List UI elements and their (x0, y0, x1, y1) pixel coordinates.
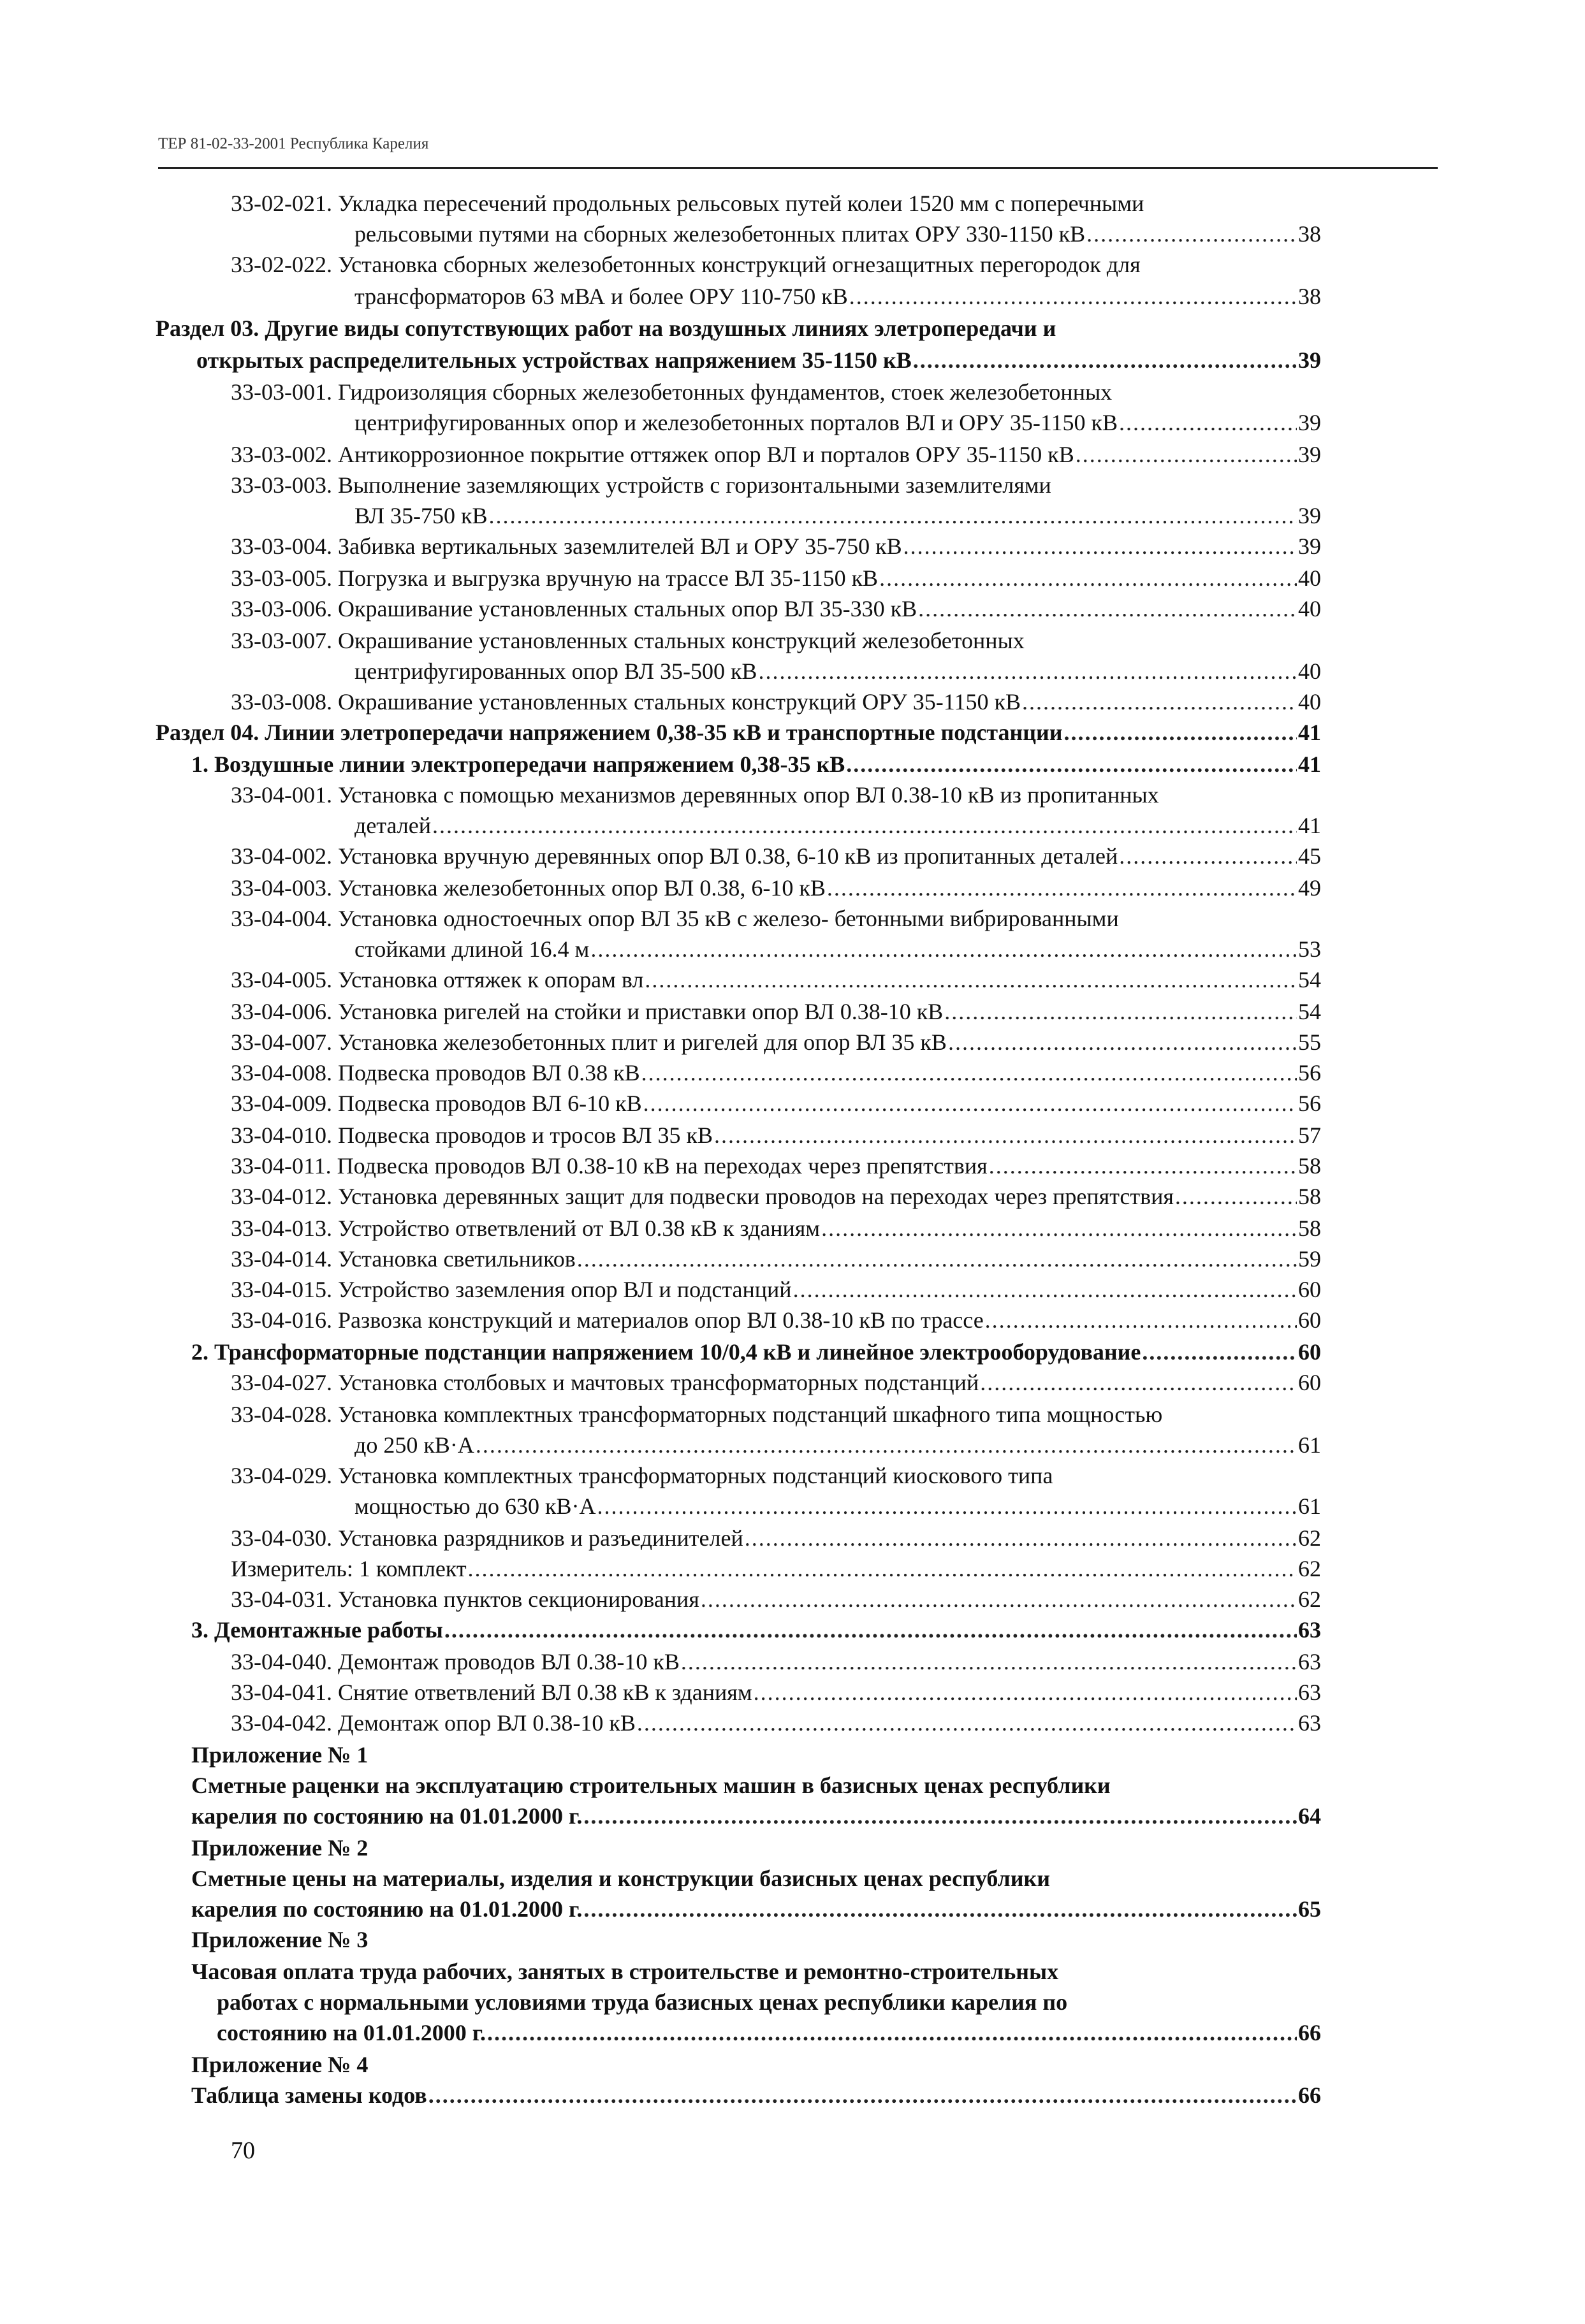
toc-entry: 33-03-002. Антикоррозионное покрытие оттяжек опор ВЛ и порталов ОРУ 35-1150 кВ ..... 39 (231, 440, 1321, 469)
toc-page-number: 39 (1298, 410, 1321, 435)
toc-line: 33-04-004. Установка одностоечных опор ВЛ 35 кВ с железо- бетонными вибрированными (231, 906, 1119, 931)
toc-line: 33-04-001. Установка с помощью механизмов деревянных опор ВЛ 0.38-10 кВ из пропитанных (231, 782, 1159, 808)
toc-page-number: 56 (1298, 1091, 1321, 1116)
toc-page-number: 40 (1298, 596, 1321, 621)
toc-page-number: 62 (1298, 1556, 1321, 1581)
toc-page-number: 61 (1298, 1493, 1321, 1519)
toc-entry: 33-04-042. Демонтаж опор ВЛ 0.38-10 кВ ..... 63 (231, 1708, 1321, 1738)
toc-line: 33-04-029. Установка комплектных трансформаторных подстанций киоскового типа (231, 1463, 1053, 1488)
toc-page-number: 60 (1298, 1307, 1321, 1333)
toc-entry: 33-04-002. Установка вручную деревянных опор ВЛ 0.38, 6-10 кВ из пропитанных деталей ..... 45 (231, 841, 1321, 871)
toc-page-number: 41 (1298, 752, 1321, 777)
toc-page-number: 40 (1298, 658, 1321, 684)
toc-page-number: 60 (1298, 1370, 1321, 1395)
toc-page-number: 65 (1298, 1896, 1321, 1922)
toc-entry: 33-04-003. Установка железобетонных опор ВЛ 0.38, 6-10 кВ ..... 49 (231, 873, 1321, 903)
appendix-entry: Таблица замены кодов ..... 66 (191, 2081, 1321, 2110)
toc-page-number: 45 (1298, 843, 1321, 869)
toc-entry: 33-04-040. Демонтаж проводов ВЛ 0.38-10 кВ ..... 63 (231, 1647, 1321, 1676)
toc-entry: 33-03-004. Забивка вертикальных заземлителей ВЛ и ОРУ 35-750 кВ ..... 39 (231, 532, 1321, 561)
appendix-entry: карелия по состоянию на 01.01.2000 г. ..... 64 (191, 1801, 1321, 1831)
toc-page-number: 66 (1298, 2082, 1321, 2108)
toc-page-number: 40 (1298, 565, 1321, 591)
appendix-heading: Приложение № 2 (191, 1835, 369, 1861)
appendix-entry: состоянию на 01.01.2000 г. ..... 66 (217, 2018, 1321, 2047)
toc-page-number: 63 (1298, 1649, 1321, 1674)
toc-entry: 33-04-011. Подвеска проводов ВЛ 0.38-10 кВ на переходах через препятствия ..... 58 (231, 1151, 1321, 1180)
appendix-entry: карелия по состоянию на 01.01.2000 г. ..... 65 (191, 1894, 1321, 1924)
toc-entry: 33-04-015. Устройство заземления опор ВЛ и подстанций ..... 60 (231, 1275, 1321, 1304)
toc-page-number: 56 (1298, 1060, 1321, 1086)
toc-page-number: 60 (1298, 1277, 1321, 1302)
toc-page-number: 63 (1298, 1680, 1321, 1705)
toc-entry: 33-04-009. Подвеска проводов ВЛ 6-10 кВ ..... 56 (231, 1089, 1321, 1118)
page-number: 70 (231, 2137, 255, 2164)
toc-entry: центрифугированных опор ВЛ 35-500 кВ ..... 40 (354, 657, 1321, 686)
toc-entry: 33-03-005. Погрузка и выгрузка вручную на трассе ВЛ 35-1150 кВ ..... 40 (231, 563, 1321, 593)
toc-line: 33-02-022. Установка сборных железобетонных конструкций огнезащитных перегородок для (231, 252, 1141, 277)
toc-entry: 33-04-010. Подвеска проводов и тросов ВЛ 35 кВ ..... 57 (231, 1121, 1321, 1150)
appendix-title: работах с нормальными условиями труда базисных ценах республики карелия по (217, 1989, 1068, 2015)
toc-page-number: 58 (1298, 1216, 1321, 1241)
toc-entry: 33-04-008. Подвеска проводов ВЛ 0.38 кВ ..... 56 (231, 1058, 1321, 1087)
toc-entry: стойками длиной 16.4 м ..... 53 (354, 934, 1321, 964)
toc-page-number: 38 (1298, 284, 1321, 309)
toc-page-number: 63 (1298, 1710, 1321, 1736)
toc-page-number: 62 (1298, 1587, 1321, 1612)
appendix-heading: Приложение № 3 (191, 1927, 369, 1952)
toc-entry: ВЛ 35-750 кВ ..... 39 (354, 501, 1321, 530)
toc-line: 33-03-007. Окрашивание установленных стальных конструкций железобетонных (231, 628, 1025, 653)
toc-entry: деталей ..... 41 (354, 811, 1321, 840)
toc-page-number: 58 (1298, 1153, 1321, 1179)
toc-entry: рельсовыми путями на сборных железобетонных плитах ОРУ 330-1150 кВ ..... 38 (354, 219, 1321, 249)
running-header: ТЕР 81-02-33-2001 Республика Карелия (158, 135, 429, 152)
toc-page-number: 54 (1298, 999, 1321, 1024)
toc-entry: 33-04-007. Установка железобетонных плит и ригелей для опор ВЛ 35 кВ ..... 55 (231, 1028, 1321, 1057)
toc-page-number: 41 (1298, 720, 1321, 745)
toc-page-number: 64 (1298, 1803, 1321, 1829)
toc-line: 33-03-001. Гидроизоляция сборных железобетонных фундаментов, стоек железобетонных (231, 379, 1113, 405)
toc-page-number: 39 (1298, 347, 1321, 373)
subsection-heading-entry: 1. Воздушные линии электропередачи напряжением 0,38-35 кВ ..... 41 (191, 750, 1321, 779)
toc-page-number: 55 (1298, 1029, 1321, 1055)
toc-entry: Измеритель: 1 комплект ..... 62 (231, 1554, 1321, 1583)
toc-page-number: 63 (1298, 1617, 1321, 1643)
toc-page-number: 53 (1298, 936, 1321, 962)
toc-page-number: 60 (1298, 1339, 1321, 1365)
appendix-title: Сметные раценки на эксплуатацию строительных машин в базисных ценах республики (191, 1773, 1111, 1798)
appendix-title: Часовая оплата труда рабочих, занятых в строительстве и ремонтно-строительных (191, 1959, 1059, 1984)
appendix-title: Сметные цены на материалы, изделия и конструкции базисных ценах республики (191, 1866, 1050, 1891)
toc-page-number: 62 (1298, 1525, 1321, 1551)
toc-entry: 33-04-006. Установка ригелей на стойки и приставки опор ВЛ 0.38-10 кВ ..... 54 (231, 997, 1321, 1026)
toc-entry: 33-03-006. Окрашивание установленных стальных опор ВЛ 35-330 кВ ..... 40 (231, 594, 1321, 623)
toc-entry: 33-04-030. Установка разрядников и разъединителей ..... 62 (231, 1523, 1321, 1553)
section-heading-entry: открытых распределительных устройствах напряжением 35-1150 кВ ..... 39 (196, 345, 1321, 375)
toc-page-number: 38 (1298, 221, 1321, 247)
toc-page-number: 61 (1298, 1432, 1321, 1458)
toc-page-number: 59 (1298, 1246, 1321, 1272)
appendix-heading: Приложение № 4 (191, 2052, 369, 2077)
toc-entry: 33-04-041. Снятие ответвлений ВЛ 0.38 кВ к зданиям ..... 63 (231, 1678, 1321, 1707)
toc-entry: 33-04-005. Установка оттяжек к опорам вл ..... 54 (231, 965, 1321, 994)
toc-entry: 33-03-008. Окрашивание установленных стальных конструкций ОРУ 35-1150 кВ ..... 40 (231, 687, 1321, 716)
toc-page-number: 40 (1298, 689, 1321, 715)
toc-entry: мощностью до 630 кВ·А ..... 61 (354, 1492, 1321, 1521)
toc-entry: центрифугированных опор и железобетонных порталов ВЛ и ОРУ 35-1150 кВ ..... 39 (354, 408, 1321, 437)
toc-entry: 33-04-014. Установка светильников ..... 59 (231, 1244, 1321, 1274)
toc-entry: 33-04-031. Установка пунктов секционирования ..... 62 (231, 1585, 1321, 1614)
appendix-heading: Приложение № 1 (191, 1742, 369, 1768)
toc-entry: 33-04-016. Развозка конструкций и материалов опор ВЛ 0.38-10 кВ по трассе ..... 60 (231, 1305, 1321, 1335)
toc-entry: 33-04-027. Установка столбовых и мачтовых трансформаторных подстанций ..... 60 (231, 1368, 1321, 1397)
toc-page-number: 57 (1298, 1122, 1321, 1148)
header-divider (158, 167, 1438, 169)
section-heading-entry: Раздел 04. Линии элетропередачи напряжением 0,38-35 кВ и транспортные подстанции ..... 41 (156, 718, 1321, 747)
toc-line: 33-02-021. Укладка пересечений продольных рельсовых путей колеи 1520 мм с поперечными (231, 191, 1144, 216)
toc-page-number: 54 (1298, 967, 1321, 992)
toc-entry: 33-04-013. Устройство ответвлений от ВЛ 0.38 кВ к зданиям ..... 58 (231, 1214, 1321, 1243)
toc-page-number: 58 (1298, 1184, 1321, 1209)
toc-page-number: 41 (1298, 813, 1321, 838)
toc-page-number: 39 (1298, 442, 1321, 467)
toc-page-number: 39 (1298, 503, 1321, 528)
toc-entry: трансформаторов 63 мВА и более ОРУ 110-750 кВ ..... 38 (354, 282, 1321, 311)
toc-page-number: 66 (1298, 2020, 1321, 2045)
toc-line: 33-04-028. Установка комплектных трансформаторных подстанций шкафного типа мощностью (231, 1402, 1163, 1427)
toc-entry: 33-04-012. Установка деревянных защит для подвески проводов на переходах через препятствия ..... 58 (231, 1182, 1321, 1211)
toc-page-number: 39 (1298, 534, 1321, 559)
toc-entry: до 250 кВ·А ..... 61 (354, 1430, 1321, 1460)
toc-page-number: 49 (1298, 875, 1321, 901)
toc-line: 33-03-003. Выполнение заземляющих устройств с горизонтальными заземлителями (231, 472, 1051, 498)
section-heading: Раздел 03. Другие виды сопутствующих работ на воздушных линиях элетропередачи и (156, 316, 1056, 341)
subsection-heading-entry: 2. Трансформаторные подстанции напряжением 10/0,4 кВ и линейное электрооборудование ..... 60 (191, 1337, 1321, 1367)
subsection-heading-entry: 3. Демонтажные работы ..... 63 (191, 1615, 1321, 1645)
